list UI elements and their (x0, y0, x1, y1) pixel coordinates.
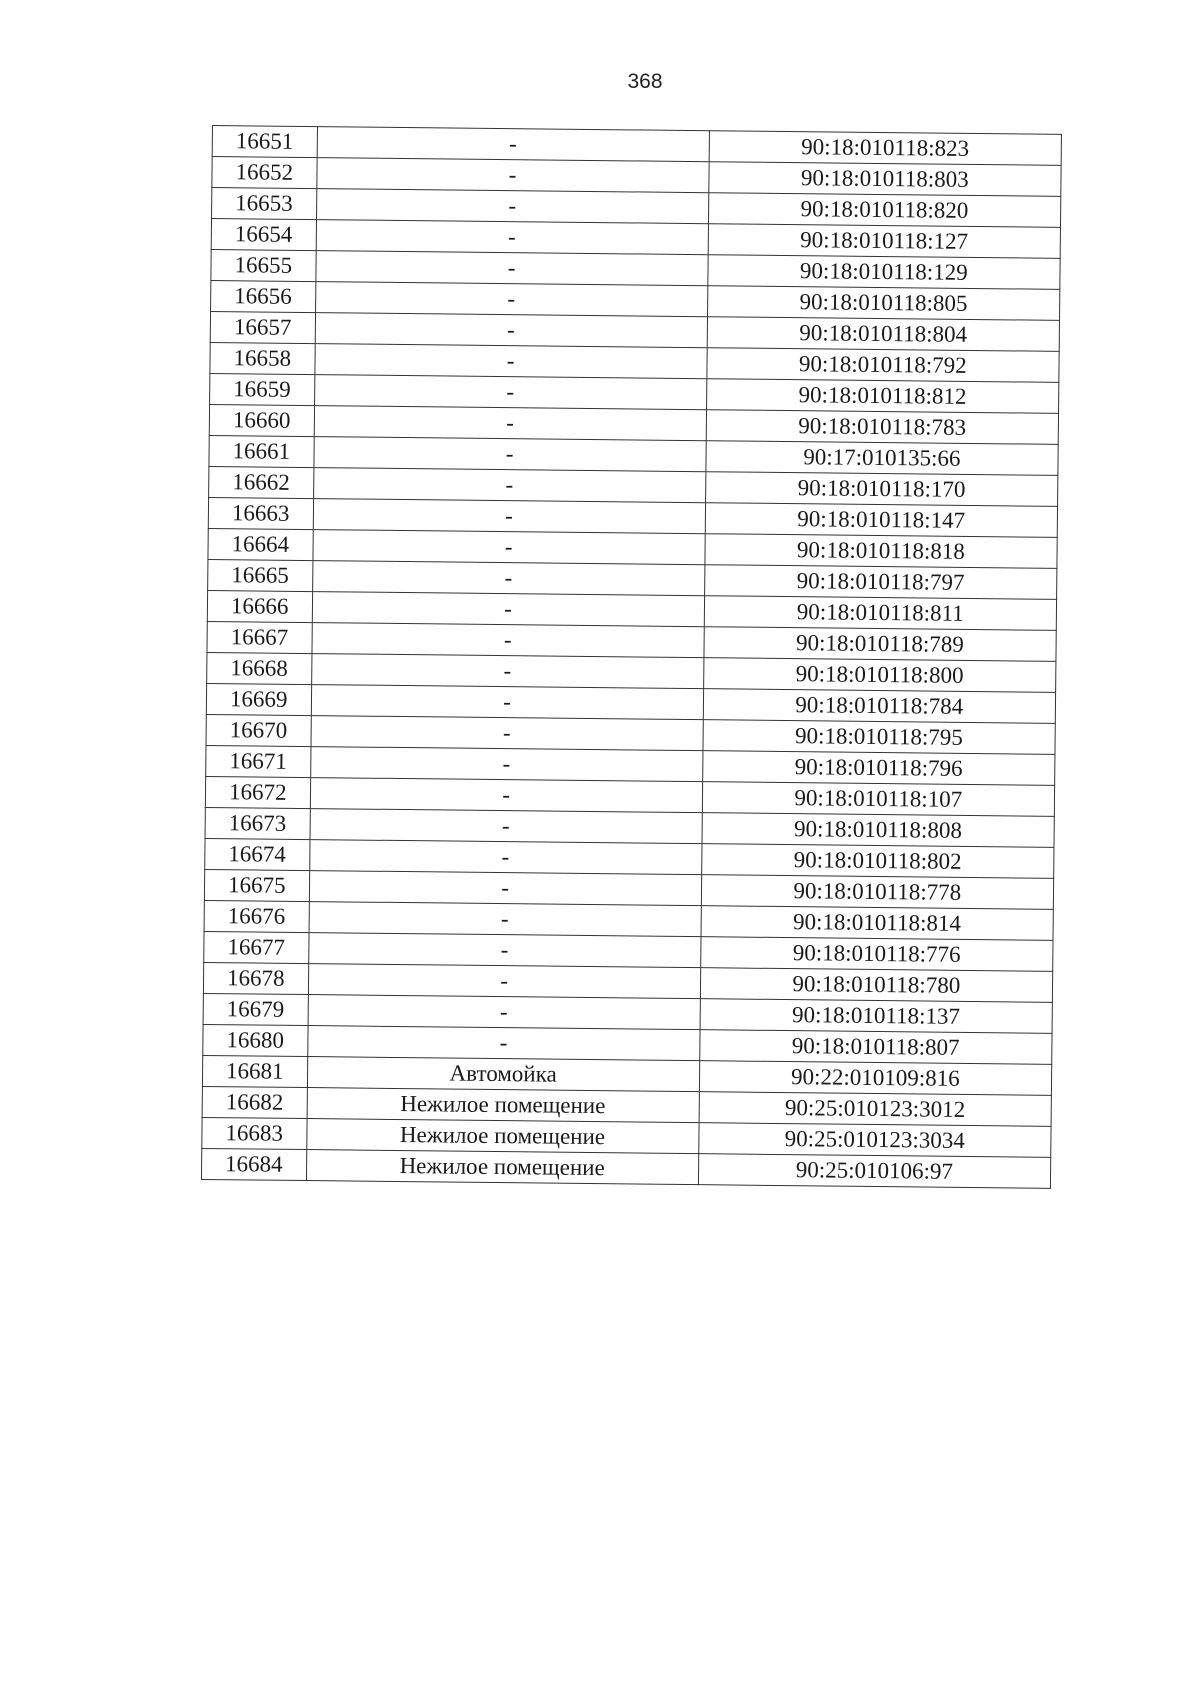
object-name-cell: Нежилое помещение (307, 1088, 699, 1123)
row-number-cell: 16680 (203, 1024, 308, 1056)
row-number-cell: 16671 (206, 745, 311, 777)
cadastral-number-cell: 90:18:010118:818 (705, 534, 1058, 569)
row-number-cell: 16681 (202, 1055, 307, 1087)
object-name-cell: - (312, 530, 704, 565)
cadastral-number-cell: 90:18:010118:170 (705, 472, 1058, 507)
object-name-cell: - (311, 654, 703, 689)
row-number-cell: 16661 (209, 435, 314, 467)
cadastral-number-cell: 90:18:010118:807 (699, 1030, 1052, 1065)
row-number-cell: 16667 (207, 621, 312, 653)
row-number-cell: 16672 (205, 776, 310, 808)
cadastral-number-cell: 90:18:010118:814 (701, 906, 1054, 941)
cadastral-number-cell: 90:18:010118:804 (707, 317, 1060, 352)
cadastral-number-cell: 90:18:010118:805 (707, 286, 1060, 321)
row-number-cell: 16659 (210, 373, 315, 405)
row-number-cell: 16653 (212, 188, 317, 220)
row-number-cell: 16658 (210, 342, 315, 374)
object-name-cell: - (315, 251, 707, 286)
object-name-cell: - (307, 1026, 699, 1061)
cadastral-number-cell: 90:18:010118:107 (702, 782, 1055, 817)
cadastral-number-cell: 90:18:010118:784 (703, 689, 1056, 724)
row-number-cell: 16669 (206, 683, 311, 715)
cadastral-number-cell: 90:18:010118:795 (703, 720, 1056, 755)
object-name-cell: - (313, 468, 705, 503)
row-number-cell: 16682 (202, 1086, 307, 1118)
row-number-cell: 16657 (210, 311, 315, 343)
cadastral-number-cell: 90:18:010118:802 (701, 844, 1054, 879)
row-number-cell: 16684 (201, 1148, 306, 1180)
cadastral-number-cell: 90:18:010118:800 (703, 658, 1056, 693)
cadastral-number-cell: 90:18:010118:792 (707, 348, 1060, 383)
object-name-cell: - (316, 220, 708, 255)
object-name-cell: Нежилое помещение (306, 1119, 698, 1154)
object-name-cell: - (314, 406, 706, 441)
object-name-cell: - (314, 375, 706, 410)
row-number-cell: 16675 (204, 869, 309, 901)
object-name-cell: - (309, 871, 701, 906)
object-name-cell: - (308, 964, 700, 999)
cadastral-number-cell: 90:18:010118:803 (708, 162, 1061, 197)
object-name-cell: - (311, 716, 703, 751)
object-name-cell: - (308, 995, 700, 1030)
row-number-cell: 16674 (205, 838, 310, 870)
cadastral-number-cell: 90:18:010118:796 (702, 751, 1055, 786)
object-name-cell: - (316, 189, 708, 224)
object-name-cell: - (311, 685, 703, 720)
row-number-cell: 16662 (209, 466, 314, 498)
cadastral-number-cell: 90:18:010118:778 (701, 875, 1054, 910)
table-body (201, 126, 1061, 1189)
page-number: 368 (627, 70, 663, 93)
registry-table (201, 125, 1062, 1189)
cadastral-number-cell: 90:18:010118:127 (708, 224, 1061, 259)
row-number-cell: 16683 (202, 1117, 307, 1149)
cadastral-number-cell: 90:18:010118:812 (706, 379, 1059, 414)
row-number-cell: 16654 (211, 219, 316, 251)
row-number-cell: 16663 (208, 497, 313, 529)
cadastral-number-cell: 90:25:010123:3012 (699, 1092, 1052, 1127)
object-name-cell: - (314, 344, 706, 379)
row-number-cell: 16677 (204, 931, 309, 963)
object-name-cell: Нежилое помещение (306, 1150, 698, 1185)
row-number-cell: 16665 (208, 559, 313, 591)
object-name-cell: - (316, 158, 708, 193)
object-name-cell: - (310, 747, 702, 782)
cadastral-number-cell: 90:22:010109:816 (699, 1061, 1052, 1096)
cadastral-number-cell: 90:18:010118:797 (704, 565, 1057, 600)
row-number-cell: 16660 (209, 404, 314, 436)
cadastral-number-cell: 90:25:010123:3034 (698, 1123, 1051, 1158)
cadastral-number-cell: 90:18:010118:808 (702, 813, 1055, 848)
cadastral-number-cell: 90:18:010118:783 (706, 410, 1059, 445)
cadastral-number-cell: 90:18:010118:147 (705, 503, 1058, 538)
object-name-cell: - (312, 561, 704, 596)
row-number-cell: 16664 (208, 528, 313, 560)
cadastral-number-cell: 90:18:010118:137 (700, 999, 1053, 1034)
object-name-cell: - (315, 282, 707, 317)
object-name-cell: - (308, 933, 700, 968)
row-number-cell: 16679 (203, 993, 308, 1025)
row-number-cell: 16652 (212, 157, 317, 189)
cadastral-number-cell: 90:17:010135:66 (706, 441, 1059, 476)
object-name-cell: - (309, 902, 701, 937)
row-number-cell: 16678 (203, 962, 308, 994)
cadastral-number-cell: 90:18:010118:789 (704, 627, 1057, 662)
row-number-cell: 16651 (212, 126, 317, 158)
cadastral-number-cell: 90:18:010118:129 (708, 255, 1061, 290)
object-name-cell: - (317, 127, 709, 162)
object-name-cell: Автомойка (307, 1057, 699, 1092)
object-name-cell: - (312, 623, 704, 658)
cadastral-number-cell: 90:25:010106:97 (698, 1154, 1051, 1189)
row-number-cell: 16655 (211, 249, 316, 281)
row-number-cell: 16666 (207, 590, 312, 622)
cadastral-number-cell: 90:18:010118:811 (704, 596, 1057, 631)
row-number-cell: 16670 (206, 714, 311, 746)
object-name-cell: - (310, 778, 702, 813)
object-name-cell: - (313, 499, 705, 534)
object-name-cell: - (315, 313, 707, 348)
object-name-cell: - (312, 592, 704, 627)
row-number-cell: 16668 (207, 652, 312, 684)
row-number-cell: 16673 (205, 807, 310, 839)
cadastral-number-cell: 90:18:010118:776 (700, 937, 1053, 972)
object-name-cell: - (309, 840, 701, 875)
object-name-cell: - (313, 437, 705, 472)
row-number-cell: 16676 (204, 900, 309, 932)
cadastral-number-cell: 90:18:010118:823 (709, 131, 1062, 166)
row-number-cell: 16656 (211, 280, 316, 312)
object-name-cell: - (310, 809, 702, 844)
cadastral-number-cell: 90:18:010118:780 (700, 968, 1053, 1003)
cadastral-number-cell: 90:18:010118:820 (708, 193, 1061, 228)
